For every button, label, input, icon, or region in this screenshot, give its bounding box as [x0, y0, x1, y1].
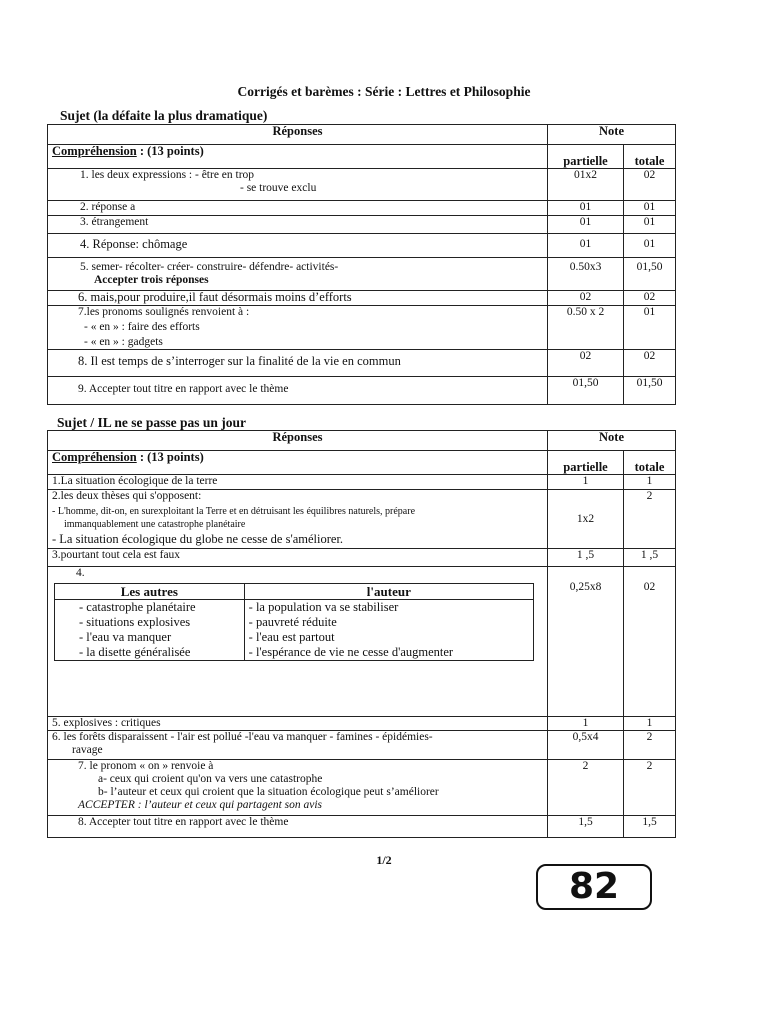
totale-header: totale: [624, 451, 676, 475]
partielle-header: partielle: [548, 451, 624, 475]
comprehension-label: Compréhension : (13 points): [48, 451, 548, 475]
table-row: 3. étrangement 01 01: [48, 216, 676, 234]
list-item: - l'eau va manquer: [79, 630, 172, 644]
table-row: 6. mais,pour produire,il faut désormais moins d’efforts 02 02: [48, 291, 676, 306]
document-title: Corrigés et barèmes : Série : Lettres et Philosophie: [237, 84, 531, 99]
list-item: - la disette généralisée: [79, 645, 191, 659]
section2-table: [47, 430, 676, 838]
list-item: - catastrophe planétaire: [79, 600, 196, 614]
page-number: 1/2: [376, 853, 392, 867]
section2-sujet: Sujet / IL ne se passe pas un jour: [57, 415, 247, 430]
list-item: - situations explosives: [79, 615, 191, 629]
table-row: 7.les pronoms soulignés renvoient à : - « en » : faire des efforts - « en » : gadgets 0.50 x 2 01: [48, 306, 676, 350]
partielle-header: partielle: [548, 145, 624, 169]
list-item: - pauvreté réduite: [248, 615, 337, 629]
table-row: 5. explosives : critiques 1 1: [48, 717, 676, 731]
table-row: 9. Accepter tout titre en rapport avec le thème 01,50 01,50: [48, 377, 676, 405]
table-row: 2. réponse a 01 01: [48, 201, 676, 216]
les-autres-header: Les autres: [55, 584, 245, 600]
table-row: 4. Les autres l'auteur - catastrophe planétaire - situations explosives - l'eau va manquer - la disette généralisée - la population va se stabiliser - pauvreté réduite - l'eau est partout - l'espérance de vie ne cesse d'augmenter 0,25x8 02: [48, 567, 676, 717]
totale-header: totale: [624, 145, 676, 169]
table-row: 7. le pronom « on » renvoie à a- ceux qui croient qu'on va vers une catastrophe b- l’auteur et ceux qui croient que la situation écologique peut s’améliorer ACCEPTER : l’auteur et ceux qui partagent son avis 2 2: [48, 760, 676, 816]
section1-table: [47, 124, 676, 405]
list-item: - l'espérance de vie ne cesse d'augmenter: [248, 645, 454, 659]
auteur-header: l'auteur: [244, 584, 533, 600]
reponses-header: Réponses: [48, 431, 548, 451]
list-item: - l'eau est partout: [248, 630, 335, 644]
table-row: 6. les forêts disparaissent - l'air est pollué -l'eau va manquer - famines - épidémies- ravage 0,5x4 2: [48, 731, 676, 760]
table-row: 4. Réponse: chômage 01 01: [48, 234, 676, 258]
comparison-table: [54, 583, 534, 661]
table-row: 1.La situation écologique de la terre 1 1: [48, 475, 676, 490]
table-row: 2.les deux thèses qui s'opposent: - L'homme, dit-on, en surexploitant la Terre et en détruisant les équilibres naturels, prépare immanquablement une catastrophe planétaire - La situation écologique du globe ne cesse de s'améliorer. 1x2 2: [48, 490, 676, 549]
reponses-header: Réponses: [48, 125, 548, 145]
list-item: - la population va se stabiliser: [248, 600, 399, 614]
note-header: Note: [548, 125, 676, 145]
note-header: Note: [548, 431, 676, 451]
table-row: 1. les deux expressions : - être en trop - se trouve exclu 01x2 02: [48, 169, 676, 201]
page-stamp-number: 82: [536, 864, 652, 910]
table-row: 8. Accepter tout titre en rapport avec le thème 1,5 1,5: [48, 816, 676, 838]
comprehension-label: Compréhension : (13 points): [48, 145, 548, 169]
table-row: 3.pourtant tout cela est faux 1 ,5 1 ,5: [48, 549, 676, 567]
section1-sujet: Sujet (la défaite la plus dramatique): [60, 108, 268, 123]
table-row: 8. Il est temps de s’interroger sur la finalité de la vie en commun 02 02: [48, 350, 676, 377]
table-row: 5. semer- récolter- créer- construire- défendre- activités- Accepter trois réponses 0.50x3 01,50: [48, 258, 676, 291]
